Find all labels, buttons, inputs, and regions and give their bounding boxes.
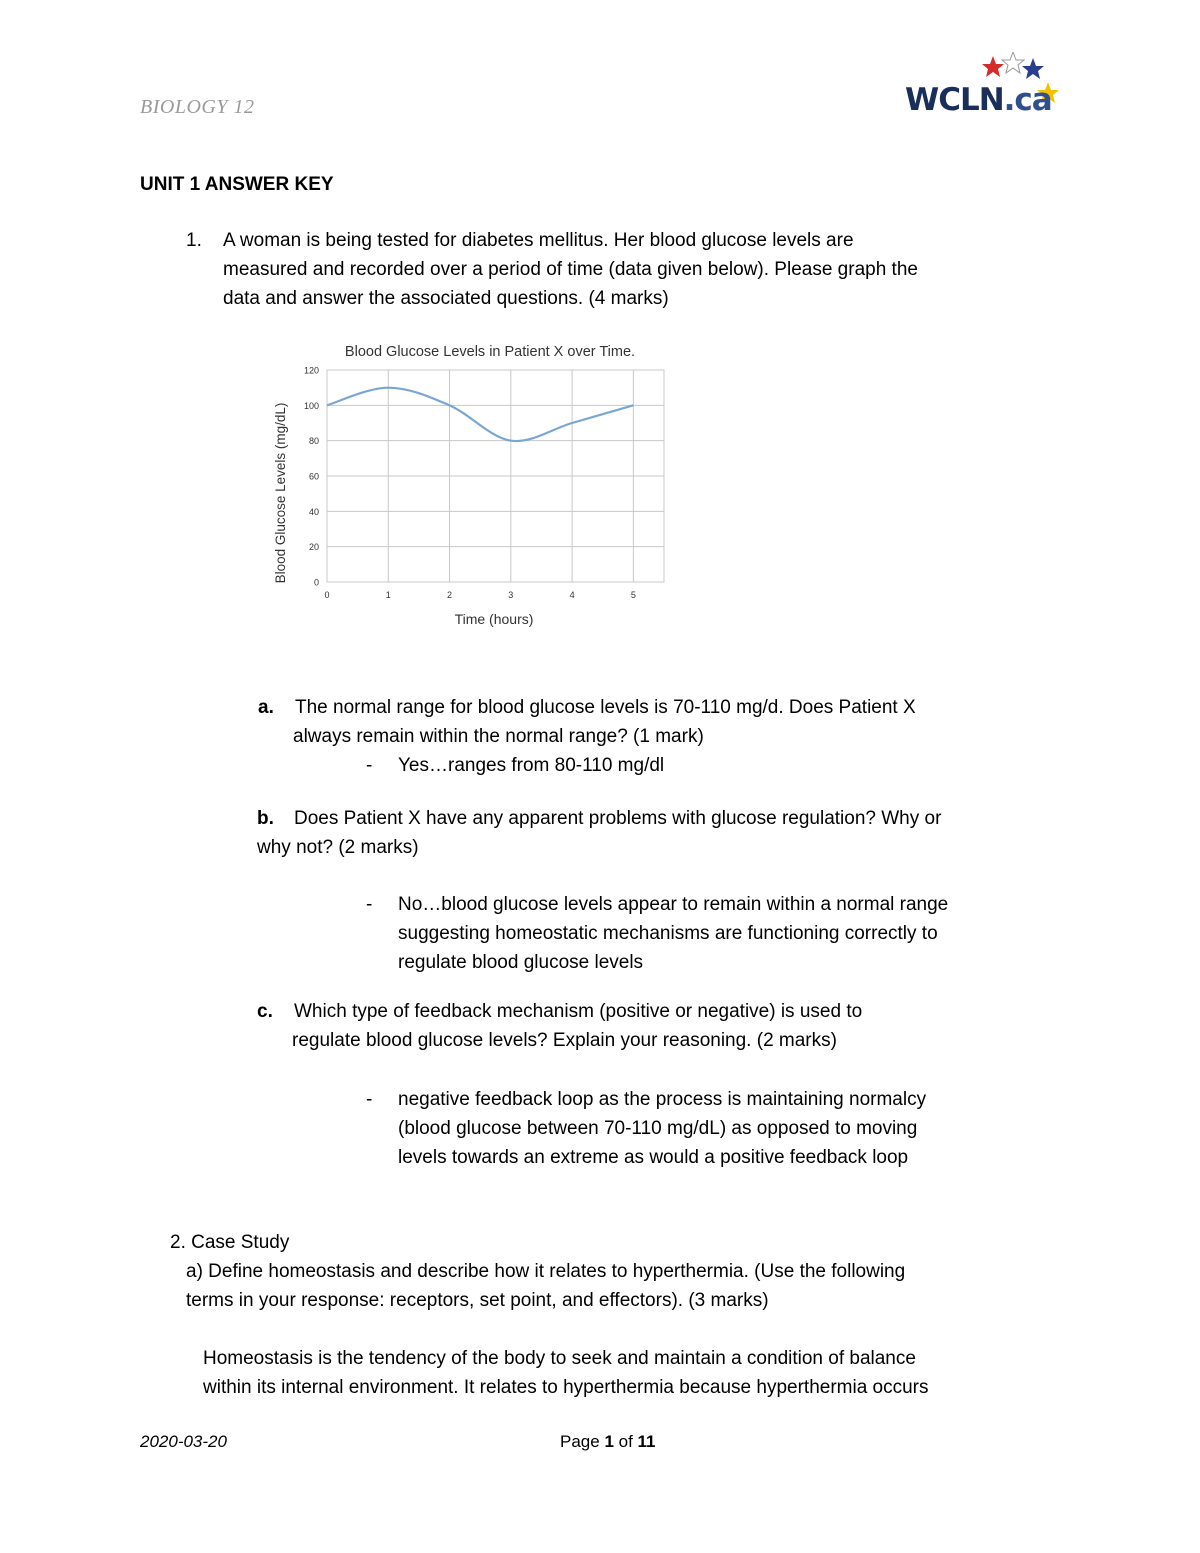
wcln-logo: [905, 52, 1065, 122]
question-text: a) Define homeostasis and describe how it relates to hyperthermia. (Use the following: [186, 1261, 906, 1282]
part-label: b.: [257, 808, 274, 829]
x-tick-label: 4: [569, 590, 575, 600]
question-text: terms in your response: receptors, set point, and effectors). (3 marks): [186, 1290, 769, 1311]
question-1: [186, 226, 1046, 313]
x-tick-label: 2: [447, 590, 453, 600]
question-text: always remain within the normal range? (1 mark): [293, 726, 704, 747]
question-prompt: [223, 226, 1046, 313]
bullet-dash: -: [366, 894, 373, 915]
answer-1c: [366, 1085, 1066, 1172]
prompt-line: A woman is being tested for diabetes mellitus. Her blood glucose levels are: [223, 230, 854, 251]
answer-text: (blood glucose between 70-110 mg/dL) as opposed to moving: [398, 1118, 918, 1139]
chart-svg: [265, 338, 680, 638]
answer-1a: [366, 751, 664, 780]
question-2: [170, 1228, 1070, 1315]
question-text: Does Patient X have any apparent problems with glucose regulation? Why or: [294, 808, 942, 829]
question-text: Which type of feedback mechanism (positive or negative) is used to: [294, 1001, 863, 1022]
answer-1b: [366, 890, 1066, 977]
footer-date: 2020-03-20: [140, 1432, 227, 1451]
chart-xlabel: Time (hours): [454, 611, 534, 627]
y-tick-label: 100: [303, 400, 319, 411]
series-line-patient-x: [327, 388, 633, 441]
answer-text: within its internal environment. It relates to hyperthermia because hyperthermia occurs: [203, 1377, 929, 1398]
question-1c: [257, 997, 1057, 1055]
y-tick-label: 0: [313, 577, 319, 588]
question-1a-line: [258, 693, 1058, 722]
glucose-chart: [265, 338, 680, 638]
x-tick-label: 1: [385, 590, 391, 600]
question-1b: [257, 804, 1057, 862]
question-1b-line: [257, 804, 1057, 833]
y-tick-label: 60: [308, 471, 319, 482]
course-header: BIOLOGY 12: [140, 96, 255, 118]
chart-title: Blood Glucose Levels in Patient X over Time.: [344, 344, 636, 360]
answer-line: [366, 1085, 1066, 1114]
y-tick-label: 120: [303, 365, 319, 376]
question-2-heading: 2. Case Study: [170, 1232, 290, 1253]
question-text: regulate blood glucose levels? Explain your reasoning. (2 marks): [292, 1030, 837, 1051]
bullet-dash: -: [366, 755, 373, 776]
answer-text: No…blood glucose levels appear to remain within a normal range: [398, 894, 949, 915]
page-title: UNIT 1 ANSWER KEY: [140, 174, 334, 195]
question-number: 1.: [186, 230, 202, 251]
x-tick-label: 3: [508, 590, 514, 600]
question-text: why not? (2 marks): [257, 837, 419, 858]
question-1c-line: [257, 997, 1057, 1026]
x-tick-label: 0: [324, 590, 330, 600]
question-text: The normal range for blood glucose levels is 70-110 mg/d. Does Patient X: [295, 697, 916, 718]
answer-text: regulate blood glucose levels: [398, 952, 644, 973]
answer-text: negative feedback loop as the process is maintaining normalcy: [398, 1089, 927, 1110]
question-1a: [258, 693, 1058, 751]
answer-text: Homeostasis is the tendency of the body to seek and maintain a condition of balance: [203, 1348, 916, 1369]
prompt-line: data and answer the associated questions. (4 marks): [223, 288, 669, 309]
part-label: c.: [257, 1001, 273, 1022]
answer-2a: [203, 1344, 1083, 1402]
y-tick-label: 40: [308, 506, 319, 517]
y-tick-label: 20: [308, 542, 319, 553]
bullet-dash: -: [366, 1089, 373, 1110]
footer-page-number: Page 1 of 11: [560, 1432, 656, 1451]
y-tick-label: 80: [308, 436, 319, 447]
logo-text: WCLN.ca: [905, 82, 1052, 118]
part-label: a.: [258, 697, 274, 718]
chart-ylabel: Blood Glucose Levels (mg/dL): [273, 402, 288, 584]
answer-text: levels towards an extreme as would a positive feedback loop: [398, 1147, 909, 1168]
x-tick-label: 5: [630, 590, 636, 600]
answer-text: suggesting homeostatic mechanisms are functioning correctly to: [398, 923, 938, 944]
answer-line: [366, 890, 1066, 919]
prompt-line: measured and recorded over a period of time (data given below). Please graph the: [223, 259, 918, 280]
answer-text: Yes…ranges from 80-110 mg/dl: [398, 755, 665, 776]
